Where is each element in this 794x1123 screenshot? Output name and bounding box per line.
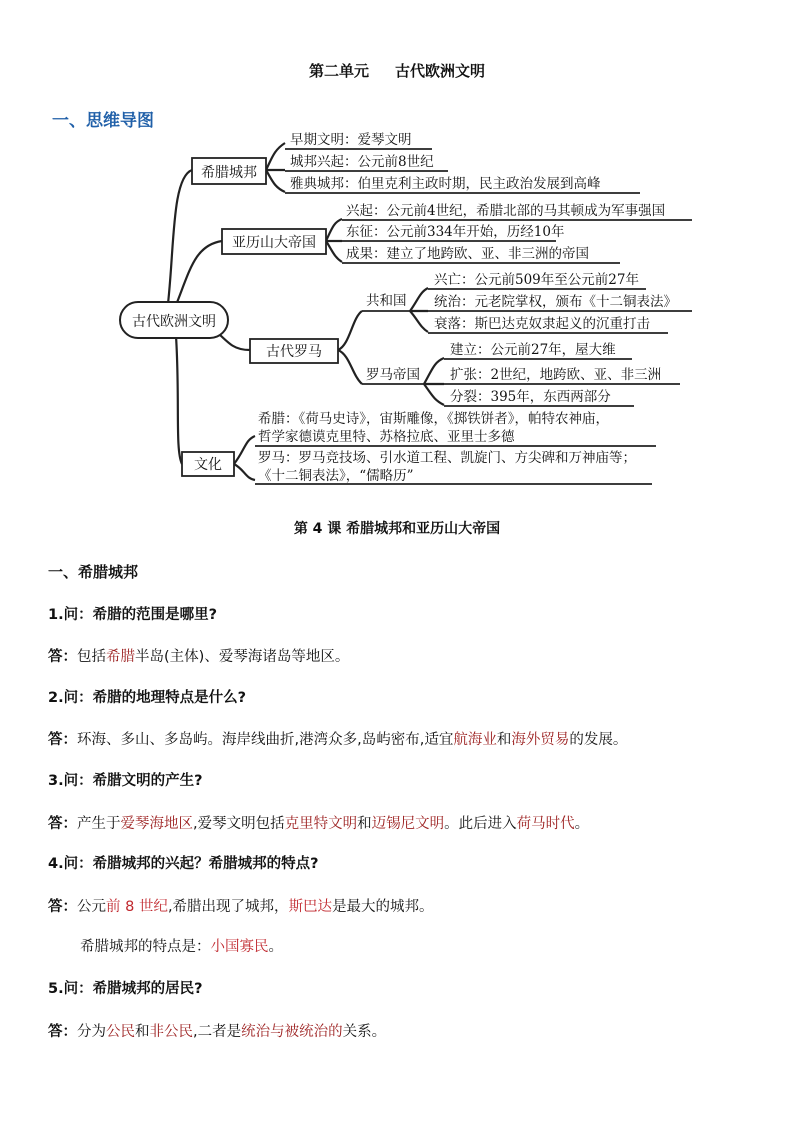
sub-label-republic: 共和国 (366, 293, 407, 309)
answer-text: 分为 (77, 1024, 106, 1040)
answer-keyword: 统治与被统治的 (241, 1024, 343, 1040)
root-label: 古代欧洲文明 (132, 314, 216, 330)
mindmap-item: 《十二铜表法》，“儒略历” (258, 468, 414, 484)
mindmap-item: 希腊：《荷马史诗》，宙斯雕像，《掷铁饼者》，帕特农神庙， (258, 411, 609, 427)
mindmap-item: 哲学家德谟克里特、苏格拉底、亚里士多德 (258, 429, 515, 445)
answer-keyword: 前 8 世纪 (106, 899, 168, 915)
answer-label: 答： (48, 649, 77, 665)
unit-title-part2: 古代欧洲文明 (395, 62, 486, 80)
answer-2 (48, 728, 627, 749)
answer-text: ,二者是 (193, 1024, 242, 1040)
unit-title-part1: 第二单元 (308, 62, 369, 80)
answer-keyword: 斯巴达 (288, 899, 333, 915)
question-5: 5.问：希腊城邦的居民? (48, 981, 203, 997)
answer-1 (48, 645, 349, 666)
answer-4-line2 (80, 935, 283, 956)
answer-keyword: 小国寡民 (210, 939, 269, 955)
unit-title (0, 60, 794, 81)
answer-keyword: 爱琴海地区 (120, 816, 193, 832)
answer-text: 的发展。 (569, 732, 628, 748)
answer-keyword: 迈锡尼文明 (371, 816, 445, 832)
branch-label-alexander: 亚历山大帝国 (232, 235, 316, 251)
answer-keyword: 航海业 (453, 732, 497, 748)
mindmap-item: 早期文明：爱琴文明 (290, 132, 412, 148)
answer-keyword: 海外贸易 (511, 732, 570, 748)
heading-greek-city-states: 一、希腊城邦 (48, 563, 139, 581)
answer-keyword: 非公民 (149, 1024, 193, 1040)
question-1: 1.问：希腊的范围是哪里? (48, 607, 218, 623)
mindmap-item: 罗马：罗马竞技场、引水道工程、凯旋门、方尖碑和万神庙等； (258, 450, 636, 466)
section-title-mindmap: 一、思维导图 (52, 111, 154, 131)
mindmap-item: 扩张：2世纪，地跨欧、亚、非三洲 (450, 367, 662, 383)
answer-label: 答： (48, 732, 77, 748)
mindmap-item: 衰落：斯巴达克奴隶起义的沉重打击 (434, 316, 650, 332)
answer-text: 环海、多山、多岛屿。海岸线曲折,港湾众多,岛屿密布,适宜 (77, 732, 454, 748)
answer-4 (48, 895, 434, 916)
answer-label: 答： (48, 816, 77, 832)
answer-label: 答： (48, 899, 77, 915)
question-2: 2.问：希腊的地理特点是什么? (48, 690, 247, 706)
mindmap-item: 城邦兴起：公元前8世纪 (290, 154, 434, 170)
mindmap-item: 雅典城邦：伯里克利主政时期，民主政治发展到高峰 (290, 176, 601, 192)
answer-3 (48, 812, 589, 833)
mindmap-item: 兴亡：公元前509年至公元前27年 (434, 272, 639, 288)
answer-keyword: 克里特文明 (284, 816, 358, 832)
mindmap-item: 建立：公元前27年，屋大维 (450, 342, 616, 358)
mindmap-item: 分裂：395年，东西两部分 (450, 389, 611, 405)
branch-label-greece: 希腊城邦 (201, 165, 257, 181)
answer-text: ,希腊出现了城邦， (167, 899, 289, 915)
mind-map (0, 125, 794, 485)
answer-text: 和 (357, 816, 372, 832)
answer-text: 和 (496, 732, 512, 748)
answer-text: 公元 (77, 899, 106, 915)
answer-text: 希腊城邦的特点是： (80, 939, 211, 955)
sub-label-empire: 罗马帝国 (366, 367, 420, 383)
mindmap-item: 统治：元老院掌权，颁布《十二铜表法》 (434, 294, 677, 310)
lesson-title: 第 4 课 希腊城邦和亚历山大帝国 (293, 521, 501, 537)
answer-keyword: 荷马时代 (516, 816, 575, 832)
mindmap-item: 兴起：公元前4世纪，希腊北部的马其顿成为军事强国 (346, 203, 666, 219)
mindmap-item: 成果：建立了地跨欧、亚、非三洲的帝国 (346, 246, 589, 262)
answer-text: 关系。 (342, 1024, 387, 1040)
answer-text: 。 (268, 939, 283, 955)
answer-text: ,爱琴文明包括 (193, 816, 285, 832)
answer-5 (48, 1020, 386, 1041)
branch-label-rome: 古代罗马 (266, 344, 322, 360)
answer-text: 包括 (77, 649, 106, 665)
branch-label-culture: 文化 (194, 457, 222, 473)
answer-text: 和 (135, 1024, 150, 1040)
question-4: 4.问：希腊城邦的兴起？希腊城邦的特点? (48, 856, 319, 872)
answer-keyword: 公民 (106, 1024, 135, 1040)
question-3: 3.问：希腊文明的产生? (48, 773, 203, 789)
answer-text: 是最大的城邦。 (332, 899, 434, 915)
answer-label: 答： (48, 1024, 77, 1040)
answer-keyword: 希腊 (106, 649, 135, 665)
answer-text: 半岛(主体)、爱琴海诸岛等地区。 (135, 649, 350, 665)
answer-text: 。此后进入 (444, 816, 517, 832)
mindmap-item: 东征：公元前334年开始，历经10年 (346, 224, 565, 240)
answer-text: 产生于 (77, 816, 121, 832)
answer-text: 。 (574, 816, 590, 832)
